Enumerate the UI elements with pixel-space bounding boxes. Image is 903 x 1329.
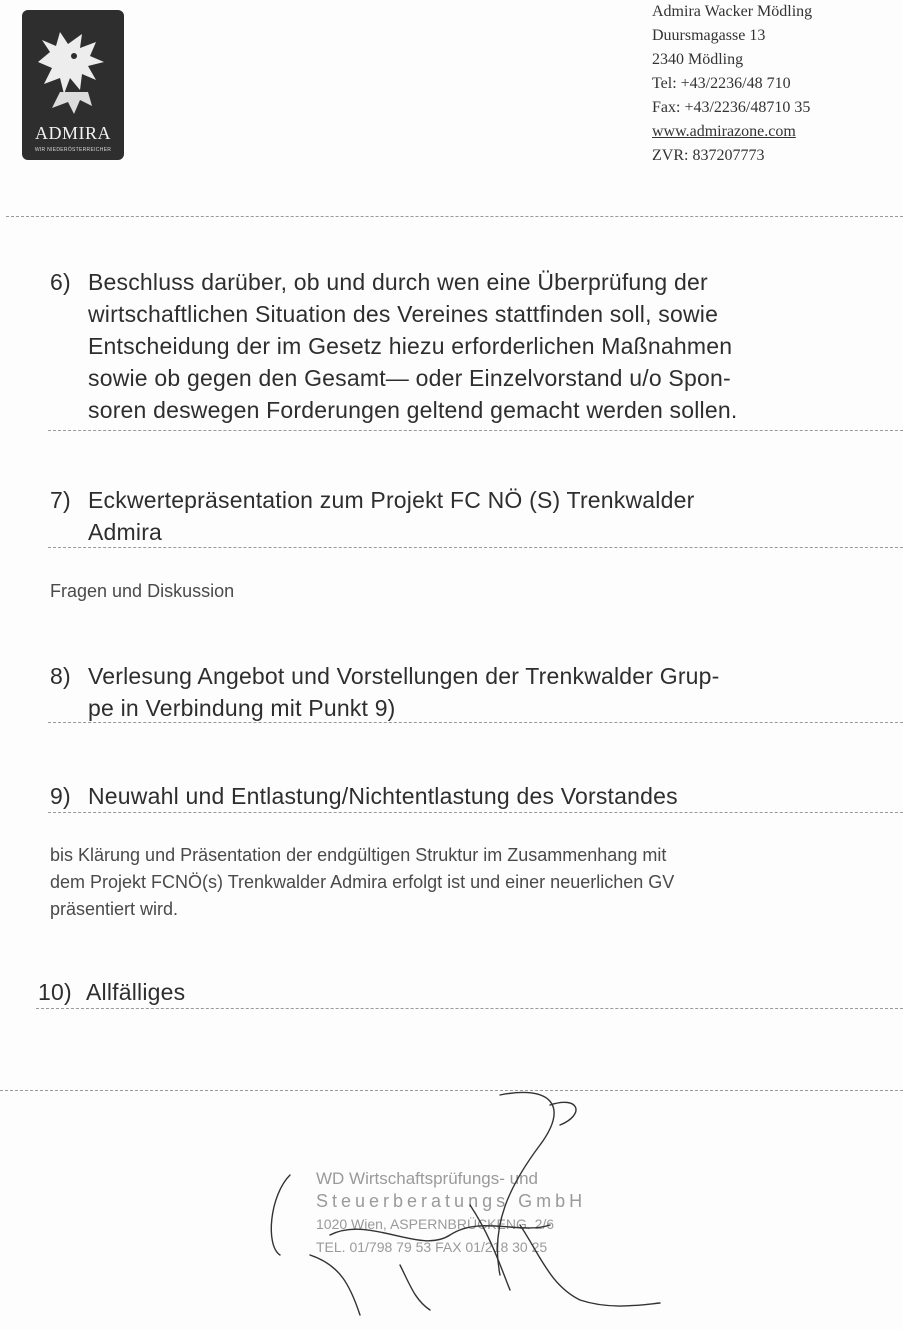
stamp-line: 1020 Wien, ASPERNBRÜCKENG. 2/6 bbox=[316, 1216, 555, 1232]
item-divider bbox=[48, 547, 903, 548]
agenda-line: soren deswegen Forderungen geltend gemacht werden sollen. bbox=[88, 397, 738, 423]
header-divider bbox=[6, 216, 903, 217]
address-street: Duursmagasse 13 bbox=[652, 27, 766, 44]
stamp-line: WD Wirtschaftsprüfungs- und bbox=[316, 1169, 539, 1188]
note-line: präsentiert wird. bbox=[50, 899, 179, 919]
agenda-line: Neuwahl und Entlastung/Nichtentlastung des Vorstandes bbox=[88, 783, 678, 809]
agenda-note-7: Fragen und Diskussion bbox=[50, 581, 235, 601]
agenda-line: Eckwertepräsentation zum Projekt FC NÖ (S) Trenkwalder bbox=[88, 487, 695, 513]
address-city: 2340 Mödling bbox=[652, 51, 744, 68]
logo-wordmark: ADMIRA bbox=[34, 123, 111, 143]
address-phone: Tel: +43/2236/48 710 bbox=[652, 75, 791, 92]
signature bbox=[250, 1085, 670, 1325]
agenda-line: wirtschaftlichen Situation des Vereines stattfinden soll, sowie bbox=[88, 301, 719, 327]
item-divider bbox=[36, 1008, 903, 1009]
item-divider bbox=[48, 722, 903, 723]
note-line: dem Projekt FCNÖ(s) Trenkwalder Admira erfolgt ist und einer neuerlichen GV bbox=[50, 872, 675, 892]
item-divider bbox=[48, 812, 903, 813]
address-club: Admira Wacker Mödling bbox=[652, 3, 813, 20]
agenda-line: Allfälliges bbox=[86, 979, 186, 1005]
agenda-line: sowie ob gegen den Gesamt— oder Einzelvorstand u/o Spon- bbox=[88, 365, 731, 391]
agenda-line: Beschluss darüber, ob und durch wen eine Überprüfung der bbox=[88, 269, 708, 295]
logo-subtitle: WIR NIEDERÖSTERREICHER bbox=[34, 147, 112, 153]
agenda-line: pe in Verbindung mit Punkt 9) bbox=[88, 695, 396, 721]
address-block bbox=[652, 0, 812, 168]
address-fax: Fax: +43/2236/48710 35 bbox=[652, 99, 811, 116]
agenda-number: 8) bbox=[50, 663, 71, 689]
stamp-line: Steuerberatungs GmbH bbox=[316, 1191, 587, 1211]
agenda-line: Admira bbox=[88, 519, 163, 545]
agenda-line: Verlesung Angebot und Vorstellungen der Trenkwalder Grup- bbox=[88, 663, 720, 689]
stamp-line: TEL. 01/798 79 53 FAX 01/218 30 25 bbox=[316, 1239, 548, 1255]
dragon-icon bbox=[30, 22, 116, 117]
club-logo bbox=[22, 10, 124, 160]
address-zvr: ZVR: 837207773 bbox=[652, 147, 765, 164]
agenda-number: 6) bbox=[50, 269, 71, 295]
agenda-number: 7) bbox=[50, 487, 71, 513]
agenda-number: 10) bbox=[38, 979, 72, 1005]
note-line: bis Klärung und Präsentation der endgültigen Struktur im Zusammenhang mit bbox=[50, 845, 667, 865]
address-website: www.admirazone.com bbox=[652, 123, 796, 140]
agenda-line: Entscheidung der im Gesetz hiezu erforderlichen Maßnahmen bbox=[88, 333, 733, 359]
item-divider bbox=[48, 430, 903, 431]
agenda-number: 9) bbox=[50, 783, 71, 809]
